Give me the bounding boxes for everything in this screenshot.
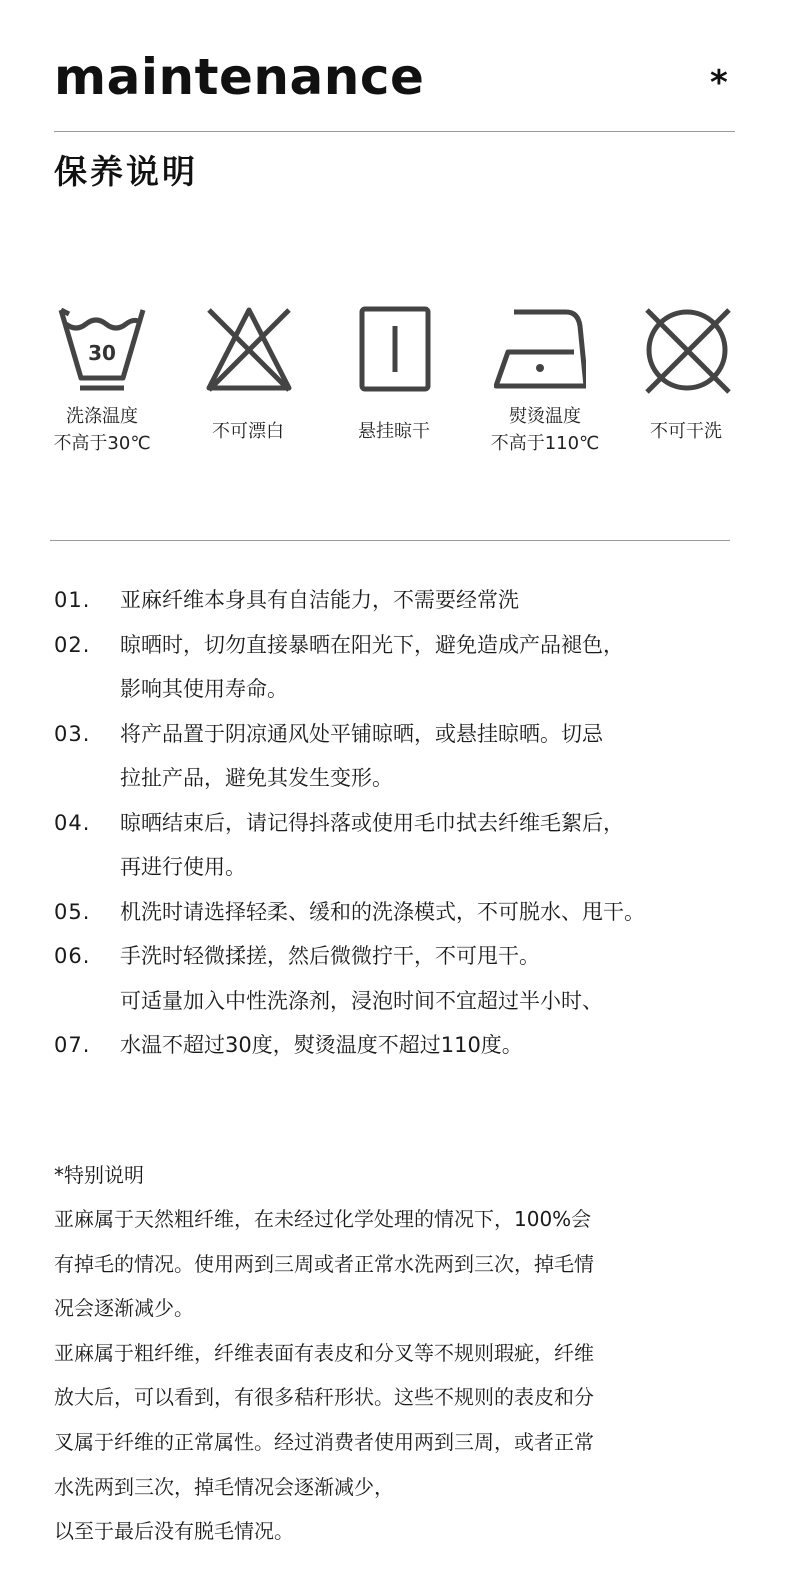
page-title-cn: 保养说明: [54, 152, 198, 191]
special-note: [54, 1153, 754, 1554]
hang-dry-label: 悬挂晾干: [358, 421, 430, 442]
item-text: 拉扯产品，避免其发生变形。: [120, 766, 393, 790]
note-line: 亚麻属于粗纤维，纤维表面有表皮和分叉等不规则瑕疵，纤维: [54, 1340, 594, 1365]
asterisk-mark: *: [710, 63, 728, 103]
item-number: 07.: [54, 1033, 91, 1057]
wash-30-icon: [56, 304, 148, 396]
item-text: 机洗时请选择轻柔、缓和的洗涤模式，不可脱水、甩干。: [120, 899, 645, 924]
item-number: 02.: [54, 632, 91, 657]
item-text: 手洗时轻微揉搓，然后微微拧干，不可甩干。: [120, 944, 540, 968]
note-line: 叉属于纤维的正常属性。经过消费者使用两到三周，或者正常: [54, 1429, 594, 1454]
list-item: [54, 890, 774, 935]
item-number: 05.: [54, 899, 91, 924]
item-text: 可适量加入中性洗涤剂，浸泡时间不宜超过半小时、: [120, 988, 603, 1013]
wash-temp-label: 30: [88, 341, 116, 365]
list-item: [54, 578, 774, 623]
no-dry-clean-icon: [643, 304, 735, 396]
item-number: 04.: [54, 810, 91, 835]
note-line: 有掉毛的情况。使用两到三周或者正常水洗两到三次，掉毛情: [54, 1251, 594, 1276]
item-text: 水温不超过30度，熨烫温度不超过110度。: [120, 1033, 523, 1057]
item-number: 03.: [54, 721, 91, 746]
item-number: 01.: [54, 588, 91, 612]
list-item: [54, 1023, 774, 1068]
hang-dry-icon: [350, 304, 442, 396]
note-line: 以至于最后没有脱毛情况。: [54, 1519, 294, 1544]
special-note-title: *特别说明: [54, 1163, 144, 1187]
item-text: 将产品置于阴凉通风处平铺晾晒，或悬挂晾晒。切忌: [120, 721, 603, 746]
item-text: 影响其使用寿命。: [120, 677, 288, 701]
middle-divider: [50, 540, 730, 541]
wash-label: 洗涤温度 不高于30℃: [53, 406, 151, 454]
no-dry-clean-label: 不可干洗: [650, 421, 722, 442]
top-divider: [54, 131, 735, 132]
item-text: 亚麻纤维本身具有自洁能力，不需要经常洗: [120, 588, 519, 612]
no-bleach-icon: [203, 304, 295, 396]
list-item: [54, 623, 774, 712]
item-text: 再进行使用。: [120, 855, 246, 879]
list-item: [54, 801, 774, 890]
no-bleach-label: 不可漂白: [212, 421, 284, 442]
item-text: 晾晒结束后，请记得抖落或使用毛巾拭去纤维毛絮后，: [120, 810, 624, 835]
instruction-list: [54, 578, 774, 1068]
note-line: 水洗两到三次，掉毛情况会逐渐减少，: [54, 1474, 394, 1499]
list-item: [54, 934, 774, 1023]
iron-label: 熨烫温度 不高于110℃: [490, 406, 600, 454]
iron-110-icon: [494, 304, 586, 396]
page-title-en: maintenance: [54, 48, 425, 106]
note-line: 放大后，可以看到，有很多秸秆形状。这些不规则的表皮和分: [54, 1385, 594, 1410]
list-item: [54, 712, 774, 801]
item-number: 06.: [54, 944, 91, 968]
note-line: 况会逐渐减少。: [54, 1296, 194, 1321]
note-line: 亚麻属于天然粗纤维，在未经过化学处理的情况下，100%会: [54, 1207, 592, 1231]
item-text: 晾晒时，切勿直接暴晒在阳光下，避免造成产品褪色，: [120, 632, 624, 657]
